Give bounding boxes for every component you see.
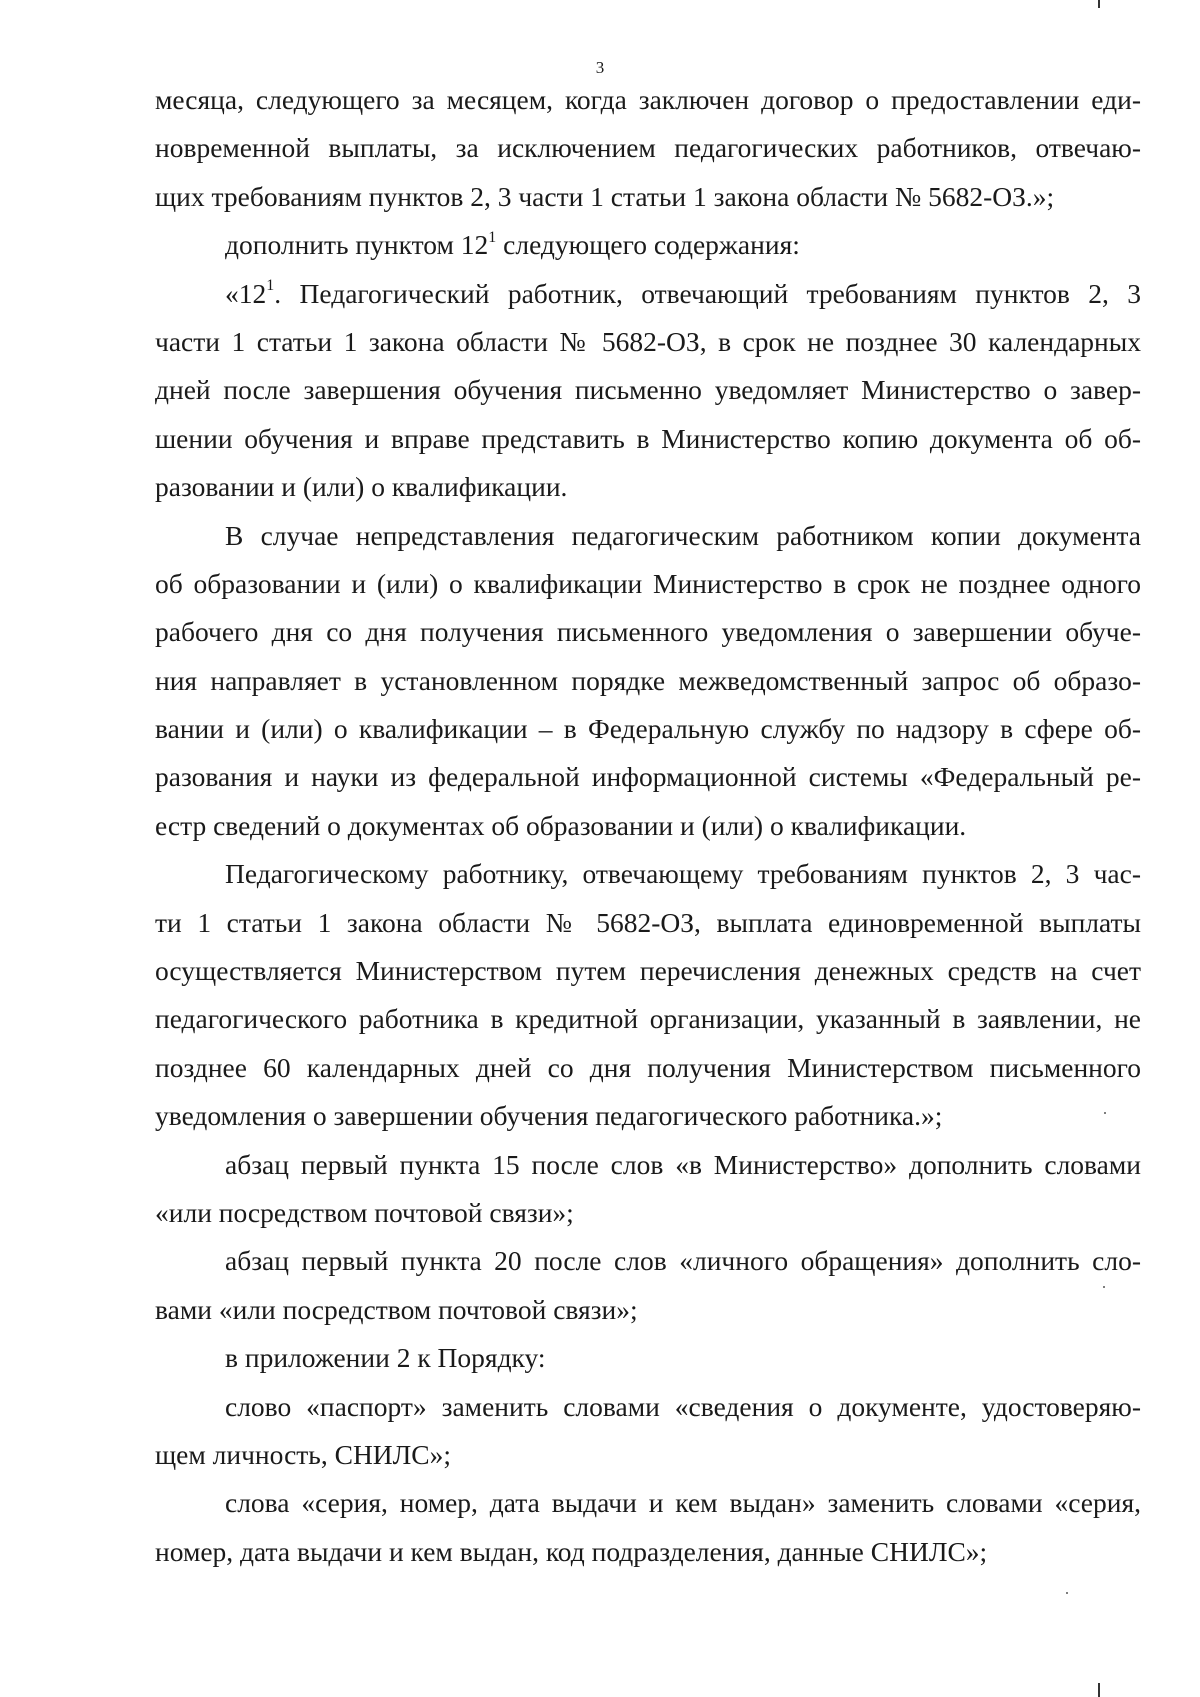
text-line: вами «или посредством почтовой связи»; xyxy=(155,1293,638,1325)
text-line: дней после завершения обучения письменно уведомляет Министерство о завер- xyxy=(155,374,1141,406)
text-line: вании и (или) о квалификации – в Федеральную службу по надзору в сфере об- xyxy=(155,713,1141,745)
scan-speck xyxy=(1103,1286,1105,1288)
text-line: в приложении 2 к Порядку: xyxy=(225,1342,546,1374)
text-line: Педагогическому работнику, отвечающему требованиям пунктов 2, 3 час- xyxy=(225,858,1141,890)
text-fragment: «12 xyxy=(225,277,267,309)
text-line: педагогического работника в кредитной организации, указанный в заявлении, не xyxy=(155,1003,1141,1035)
text-fragment: дополнить пунктом 12 xyxy=(225,229,489,261)
text-fragment: . Педагогический работник, отвечающий требованиям пунктов 2, 3 xyxy=(274,277,1141,309)
text-line: позднее 60 календарных дней со дня получения Министерством письменного xyxy=(155,1051,1141,1083)
text-fragment: следующего содержания: xyxy=(496,229,800,261)
document-body xyxy=(155,76,1141,1576)
text-line: части 1 статьи 1 закона области № 5682-ОЗ, в срок не позднее 30 календарных xyxy=(155,325,1141,357)
text-line: номер, дата выдачи и кем выдан, код подразделения, данные СНИЛС»; xyxy=(155,1535,988,1567)
text-line: разовании и (или) о квалификации. xyxy=(155,471,568,503)
text-line: «или посредством почтовой связи»; xyxy=(155,1196,574,1228)
text-line: рабочего дня со дня получения письменного уведомления о завершении обуче- xyxy=(155,616,1141,648)
page-number: 3 xyxy=(595,58,605,77)
text-line: щем личность, СНИЛС»; xyxy=(155,1438,452,1470)
scan-edge-mark xyxy=(1098,0,1100,8)
text-line xyxy=(155,221,1141,269)
superscript: 1 xyxy=(488,229,497,247)
text-line: месяца, следующего за месяцем, когда заключен договор о предоставлении еди- xyxy=(155,84,1141,115)
text-line: абзац первый пункта 20 после слов «личного обращения» дополнить сло- xyxy=(225,1245,1141,1277)
text-line: слова «серия, номер, дата выдачи и кем выдан» заменить словами «серия, xyxy=(225,1487,1141,1519)
scan-speck xyxy=(1066,1592,1068,1594)
text-line: естр сведений о документах об образовании и (или) о квалификации. xyxy=(155,809,967,841)
text-line: шении обучения и вправе представить в Министерство копию документа об об- xyxy=(155,422,1141,454)
text-line: В случае непредставления педагогическим работником копии документа xyxy=(225,519,1141,551)
scan-speck xyxy=(1104,1112,1106,1114)
text-line: абзац первый пункта 15 после слов «в Министерство» дополнить словами xyxy=(225,1148,1141,1180)
text-line: ния направляет в установленном порядке межведомственный запрос об образо- xyxy=(155,664,1141,696)
text-line: новременной выплаты, за исключением педагогических работников, отвечаю- xyxy=(155,132,1141,164)
text-line: осуществляется Министерством путем перечисления денежных средств на счет xyxy=(155,955,1141,987)
text-line: щих требованиям пунктов 2, 3 части 1 статьи 1 закона области № 5682-ОЗ.»; xyxy=(155,180,1055,212)
text-line: слово «паспорт» заменить словами «сведения о документе, удостоверяю- xyxy=(225,1390,1141,1422)
text-line: разования и науки из федеральной информационной системы «Федеральный ре- xyxy=(155,761,1141,793)
text-line: об образовании и (или) о квалификации Министерство в срок не позднее одного xyxy=(155,567,1141,599)
text-line: уведомления о завершении обучения педагогического работника.»; xyxy=(155,1100,943,1132)
scan-edge-mark xyxy=(1098,1683,1100,1697)
text-line xyxy=(155,270,1141,318)
text-line: ти 1 статьи 1 закона области № 5682-ОЗ, выплата единовременной выплаты xyxy=(155,906,1141,938)
superscript: 1 xyxy=(266,277,275,295)
